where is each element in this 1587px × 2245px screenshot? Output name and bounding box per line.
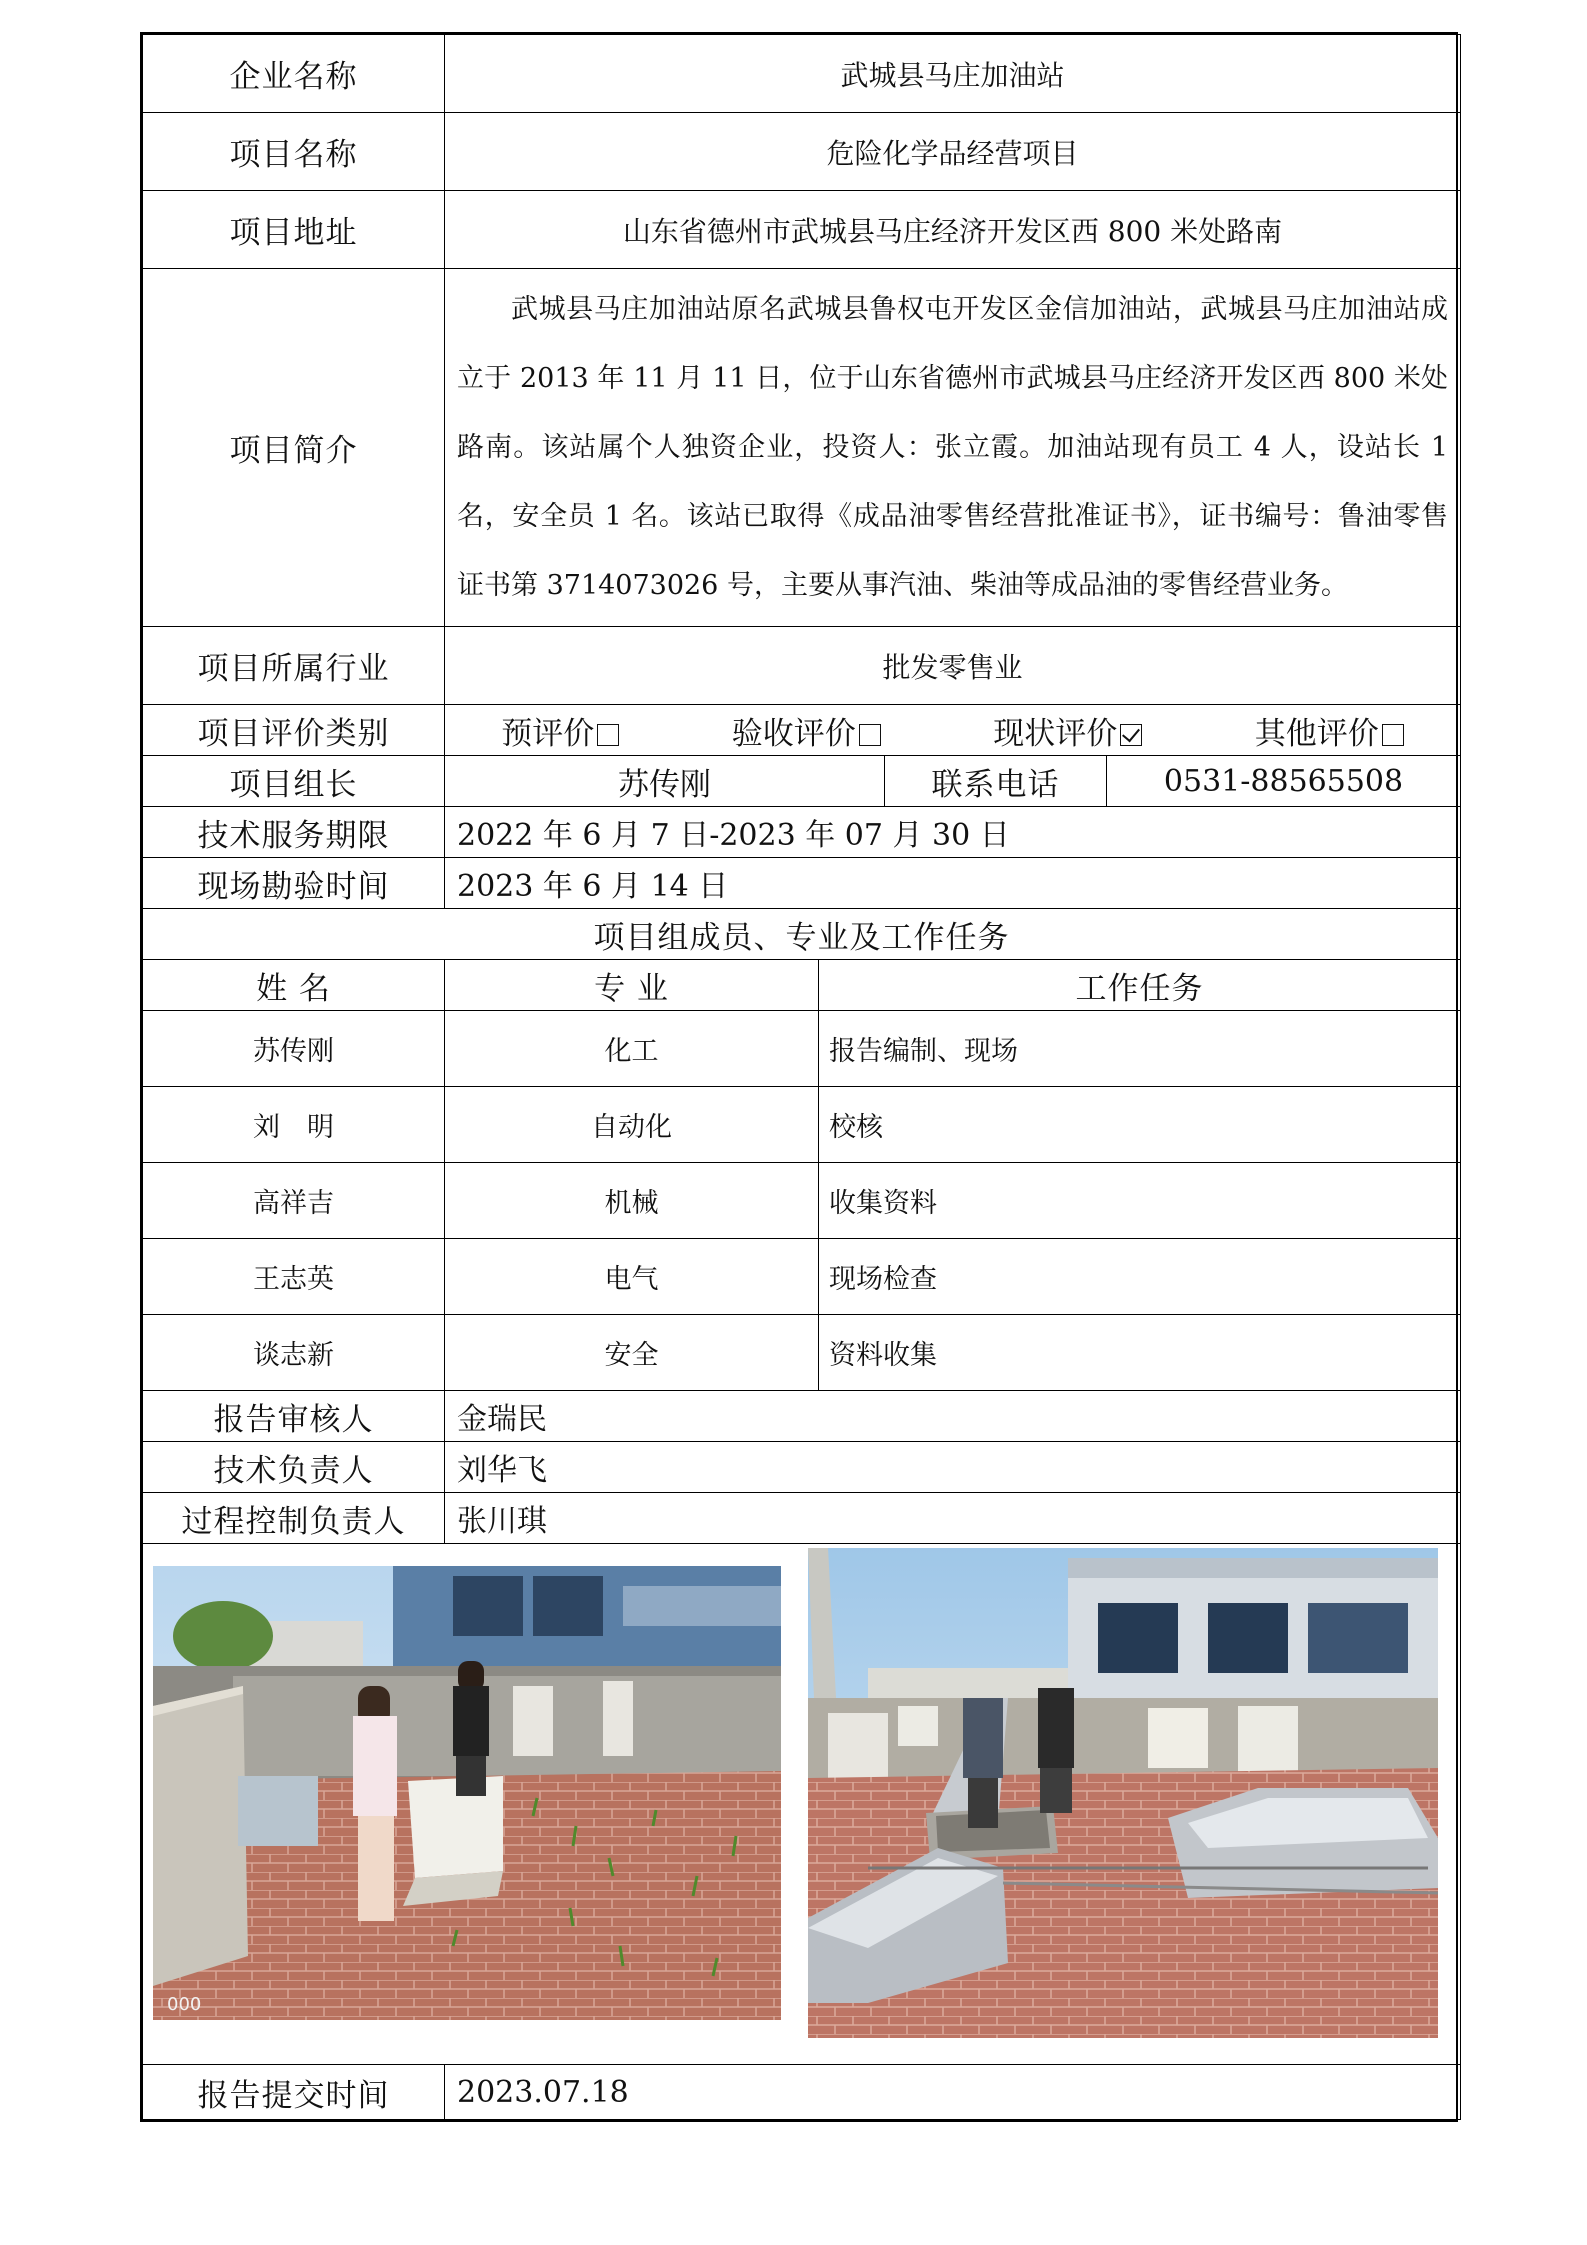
row-submit-time bbox=[143, 2065, 1461, 2120]
eval-option-status bbox=[993, 708, 1142, 753]
eval-option-other-label: 其他评价 bbox=[1254, 715, 1379, 752]
row-reviewer bbox=[143, 1391, 1461, 1442]
eval-option-acceptance bbox=[732, 708, 881, 753]
table-row bbox=[143, 1163, 1461, 1239]
row-members-title bbox=[143, 909, 1461, 960]
phone-label: 联系电话 bbox=[885, 756, 1107, 807]
member-major: 安全 bbox=[445, 1315, 819, 1391]
row-leader bbox=[143, 756, 1461, 807]
photos-cell bbox=[143, 1544, 1461, 2065]
table-row bbox=[143, 1239, 1461, 1315]
row-industry bbox=[143, 627, 1461, 705]
table-row bbox=[143, 1315, 1461, 1391]
member-major: 机械 bbox=[445, 1163, 819, 1239]
header-name: 姓 名 bbox=[143, 960, 445, 1011]
member-name: 刘 明 bbox=[143, 1087, 445, 1163]
industry-value: 批发零售业 bbox=[445, 627, 1461, 705]
project-address-value: 山东省德州市武城县马庄经济开发区西 800 米处路南 bbox=[445, 191, 1461, 269]
site-photo-right bbox=[808, 1548, 1438, 2038]
other-eval-checkbox[interactable] bbox=[1382, 724, 1404, 746]
row-service-period bbox=[143, 807, 1461, 858]
reviewer-label: 报告审核人 bbox=[143, 1391, 445, 1442]
eval-category-label: 项目评价类别 bbox=[143, 705, 445, 756]
row-company bbox=[143, 35, 1461, 113]
site-photo-left bbox=[153, 1566, 781, 2020]
row-eval-category bbox=[143, 705, 1461, 756]
member-task: 收集资料 bbox=[819, 1163, 1461, 1239]
member-task: 现场检查 bbox=[819, 1239, 1461, 1315]
survey-time-value: 2023 年 6 月 14 日 bbox=[445, 858, 1461, 909]
submit-time-label: 报告提交时间 bbox=[143, 2065, 445, 2120]
reviewer-value: 金瑞民 bbox=[445, 1391, 1461, 1442]
project-intro-label: 项目简介 bbox=[143, 269, 445, 627]
company-value: 武城县马庄加油站 bbox=[445, 35, 1461, 113]
eval-option-acceptance-label: 验收评价 bbox=[731, 715, 856, 752]
member-name: 高祥吉 bbox=[143, 1163, 445, 1239]
row-process-control bbox=[143, 1493, 1461, 1544]
project-address-label: 项目地址 bbox=[143, 191, 445, 269]
members-section-title: 项目组成员、专业及工作任务 bbox=[143, 909, 1461, 960]
header-task: 工作任务 bbox=[819, 960, 1461, 1011]
acceptance-eval-checkbox[interactable] bbox=[859, 724, 881, 746]
member-name: 苏传刚 bbox=[143, 1011, 445, 1087]
member-name: 王志英 bbox=[143, 1239, 445, 1315]
member-name: 谈志新 bbox=[143, 1315, 445, 1391]
eval-option-pre bbox=[501, 708, 619, 753]
eval-option-other bbox=[1255, 708, 1404, 753]
row-project-intro bbox=[143, 269, 1461, 627]
member-task: 资料收集 bbox=[819, 1315, 1461, 1391]
project-intro-text: 武城县马庄加油站原名武城县鲁权屯开发区金信加油站，武城县马庄加油站成立于 2013 年 11 月 11 日，位于山东省德州市武城县马庄经济开发区西 800 米处路南。该站属个人独资企业，投资人：张立霞。加油站现有员工 4 人，设站长 1 名，安全员 1 名。该站已取得《成品油零售经营批准证书》，证书编号：鲁油零售证书第 3714073026 号，主要从事汽油、柴油等成品油的零售经营业务。 bbox=[457, 294, 1449, 601]
leader-value: 苏传刚 bbox=[445, 756, 885, 807]
eval-option-pre-label: 预评价 bbox=[501, 715, 595, 752]
project-name-value: 危险化学品经营项目 bbox=[445, 113, 1461, 191]
member-task: 报告编制、现场 bbox=[819, 1011, 1461, 1087]
eval-option-status-label: 现状评价 bbox=[993, 715, 1118, 752]
status-eval-checkbox[interactable] bbox=[1120, 724, 1142, 746]
service-period-value: 2022 年 6 月 7 日-2023 年 07 月 30 日 bbox=[445, 807, 1461, 858]
tech-lead-value: 刘华飞 bbox=[445, 1442, 1461, 1493]
pre-eval-checkbox[interactable] bbox=[597, 724, 619, 746]
tech-lead-label: 技术负责人 bbox=[143, 1442, 445, 1493]
table-row bbox=[143, 1011, 1461, 1087]
process-control-label: 过程控制负责人 bbox=[143, 1493, 445, 1544]
info-table bbox=[142, 34, 1461, 2120]
row-members-header bbox=[143, 960, 1461, 1011]
member-major: 电气 bbox=[445, 1239, 819, 1315]
row-tech-lead bbox=[143, 1442, 1461, 1493]
info-sheet bbox=[140, 32, 1458, 2122]
member-major: 化工 bbox=[445, 1011, 819, 1087]
survey-time-label: 现场勘验时间 bbox=[143, 858, 445, 909]
header-major: 专 业 bbox=[445, 960, 819, 1011]
row-survey-time bbox=[143, 858, 1461, 909]
member-major: 自动化 bbox=[445, 1087, 819, 1163]
row-project-name bbox=[143, 113, 1461, 191]
table-row bbox=[143, 1087, 1461, 1163]
service-period-label: 技术服务期限 bbox=[143, 807, 445, 858]
eval-category-options bbox=[445, 705, 1461, 756]
member-task: 校核 bbox=[819, 1087, 1461, 1163]
process-control-value: 张川琪 bbox=[445, 1493, 1461, 1544]
row-project-address bbox=[143, 191, 1461, 269]
leader-label: 项目组长 bbox=[143, 756, 445, 807]
row-photos bbox=[143, 1544, 1461, 2065]
project-name-label: 项目名称 bbox=[143, 113, 445, 191]
project-intro-cell bbox=[445, 269, 1461, 627]
industry-label: 项目所属行业 bbox=[143, 627, 445, 705]
photo-watermark: 000 bbox=[167, 1994, 202, 2015]
company-label: 企业名称 bbox=[143, 35, 445, 113]
phone-value: 0531-88565508 bbox=[1107, 756, 1461, 807]
submit-time-value: 2023.07.18 bbox=[445, 2065, 1461, 2120]
